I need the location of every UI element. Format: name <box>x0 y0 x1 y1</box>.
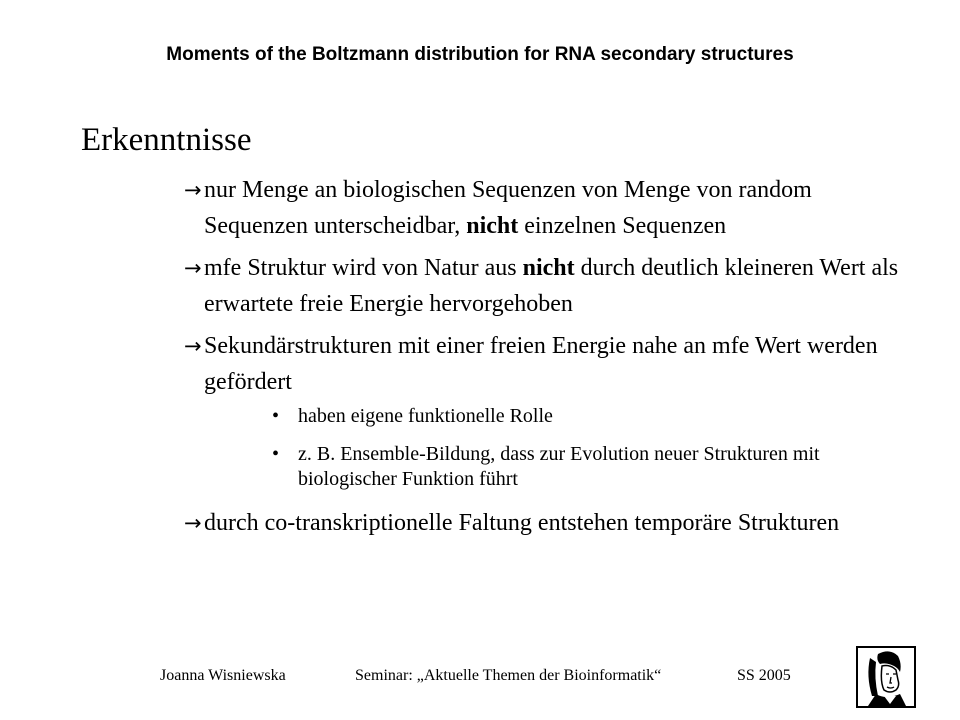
bullet-text: mfe Struktur wird von Natur aus nicht durch deutlich kleineren Wert als erwartete freie Energie hervorgehoben <box>204 255 899 317</box>
arrow-bullet-3 <box>186 328 906 400</box>
bullet-text: nur Menge an biologischen Sequenzen von Menge von random Sequenzen unterscheidbar, nicht einzelnen Sequenzen <box>204 177 812 239</box>
arrow-bullet-4 <box>186 505 906 541</box>
footer-author: Joanna Wisniewska <box>160 667 286 684</box>
bullet-list <box>186 172 906 547</box>
bullet-dot-icon: • <box>272 443 280 465</box>
slide-title: Erkenntnisse <box>81 122 252 158</box>
arrow-bullet-2 <box>186 250 906 322</box>
sub-bullet-text: haben eigene funktionelle Rolle <box>298 405 553 427</box>
sub-bullet-2 <box>272 442 858 492</box>
goethe-portrait-icon <box>856 646 916 708</box>
bullet-dot-icon: • <box>272 405 280 427</box>
arrow-bullet-1 <box>186 172 906 244</box>
footer-seminar: Seminar: „Aktuelle Themen der Bioinformatik“ <box>355 667 662 684</box>
sub-bullet-1 <box>272 404 858 429</box>
slide-header: Moments of the Boltzmann distribution for RNA secondary structures <box>166 44 794 65</box>
bullet-text: durch co-transkriptionelle Faltung entstehen temporäre Strukturen <box>204 510 840 536</box>
footer-semester: SS 2005 <box>737 667 791 684</box>
right-arrow-icon: → <box>184 178 202 202</box>
sub-bullet-text: z. B. Ensemble-Bildung, dass zur Evolution neuer Strukturen mit biologischer Funktion führt <box>298 443 820 490</box>
right-arrow-icon: → <box>184 511 202 535</box>
right-arrow-icon: → <box>184 334 202 358</box>
bullet-text: Sekundärstrukturen mit einer freien Energie nahe an mfe Wert werden gefördert <box>204 333 878 395</box>
right-arrow-icon: → <box>184 256 202 280</box>
sub-bullet-list <box>272 404 906 492</box>
